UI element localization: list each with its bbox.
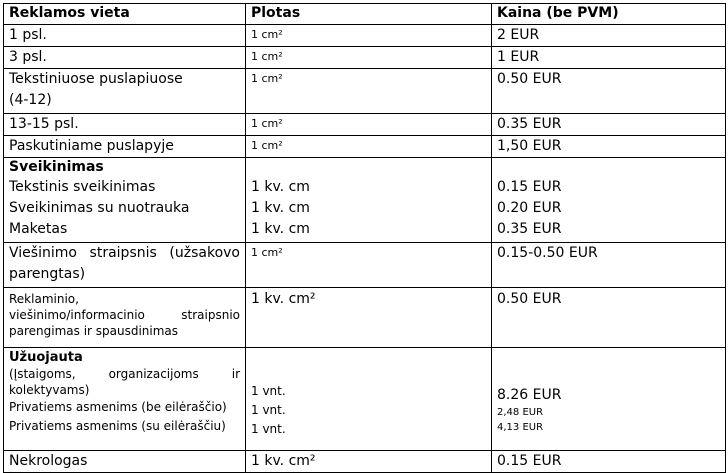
location-cell [4, 69, 246, 114]
location-line: Tekstinis sveikinimas [9, 179, 156, 195]
section-title-condolence: Užuojauta [9, 350, 83, 365]
location-cell: 3 psl. [4, 47, 246, 69]
location-cell [4, 288, 246, 348]
location-cell: Nekrologas [4, 451, 246, 473]
price-cell [492, 158, 726, 243]
advertising-price-table [3, 3, 726, 473]
price-line: 0.15 EUR [497, 179, 562, 195]
table-row [4, 243, 726, 288]
area-line: 1 vnt. [251, 384, 286, 398]
column-header-area: Plotas [246, 4, 492, 25]
price-line: 0.35 EUR [497, 221, 562, 237]
area-cell [246, 158, 492, 243]
table-header-row [4, 4, 726, 25]
area-cell: 1 cm² [246, 69, 492, 114]
price-line: 2,48 EUR [497, 407, 544, 418]
location-line: parengtas) [9, 266, 86, 282]
table-row [4, 25, 726, 47]
table-row [4, 69, 726, 114]
area-cell: 1 kv. cm² [246, 288, 492, 348]
location-line: kolektyvams) [9, 383, 90, 397]
area-line: 1 kv. cm [251, 221, 310, 237]
area-line: 1 vnt. [251, 403, 286, 417]
location-line: Sveikinimas su nuotrauka [9, 200, 190, 216]
area-cell: 1 cm² [246, 25, 492, 47]
location-cell: 1 psl. [4, 25, 246, 47]
table-row [4, 47, 726, 69]
location-cell: 13-15 psl. [4, 114, 246, 136]
area-line: 1 kv. cm [251, 200, 310, 216]
location-line: Reklaminio, [9, 292, 79, 306]
location-cell [4, 158, 246, 243]
price-main: 8.26 EUR [497, 387, 562, 403]
location-line: viešinimo/informacinio straipsnio [9, 308, 240, 322]
location-cell [4, 243, 246, 288]
area-line: 1 kv. cm [251, 179, 310, 195]
area-cell: 1 cm² [246, 114, 492, 136]
table-row [4, 451, 726, 473]
location-cell: Paskutiniame puslapyje [4, 136, 246, 158]
price-cell: 0.50 EUR [492, 69, 726, 114]
area-cell: 1 kv. cm² [246, 451, 492, 473]
area-line: 1 vnt. [251, 422, 286, 436]
location-line: Tekstiniuose puslapiuose [9, 71, 183, 87]
column-header-price: Kaina (be PVM) [492, 4, 726, 25]
price-cell [492, 348, 726, 451]
table-row [4, 288, 726, 348]
area-cell: 1 cm² [246, 136, 492, 158]
price-cell: 1 EUR [492, 47, 726, 69]
location-line: Maketas [9, 221, 68, 237]
table-row [4, 114, 726, 136]
area-cell [246, 348, 492, 451]
price-cell: 2 EUR [492, 25, 726, 47]
price-cell: 1,50 EUR [492, 136, 726, 158]
location-line: Privatiems asmenims (su eilėraščiu) [9, 419, 226, 433]
location-line: Privatiems asmenims (be eilėraščio) [9, 400, 227, 414]
area-cell: 1 cm² [246, 47, 492, 69]
spacer [251, 158, 486, 177]
price-line: 4,13 EUR [497, 422, 544, 433]
table-row-condolence [4, 348, 726, 451]
location-line: Viešinimo straipsnis (užsakovo [9, 245, 240, 261]
table-row-greetings [4, 158, 726, 243]
price-line: 0.20 EUR [497, 200, 562, 216]
section-title-greetings: Sveikinimas [9, 159, 104, 175]
price-cell: 0.50 EUR [492, 288, 726, 348]
location-line: parengimas ir spausdinimas [9, 324, 179, 338]
location-cell [4, 348, 246, 451]
price-cell: 0.15 EUR [492, 451, 726, 473]
table-row [4, 136, 726, 158]
column-header-location: Reklamos vieta [4, 4, 246, 25]
price-cell: 0.15-0.50 EUR [492, 243, 726, 288]
spacer [497, 158, 720, 177]
location-line: (Įstaigoms, organizacijoms ir [9, 367, 240, 381]
area-cell: 1 cm² [246, 243, 492, 288]
price-cell: 0.35 EUR [492, 114, 726, 136]
location-line: (4-12) [9, 92, 52, 108]
